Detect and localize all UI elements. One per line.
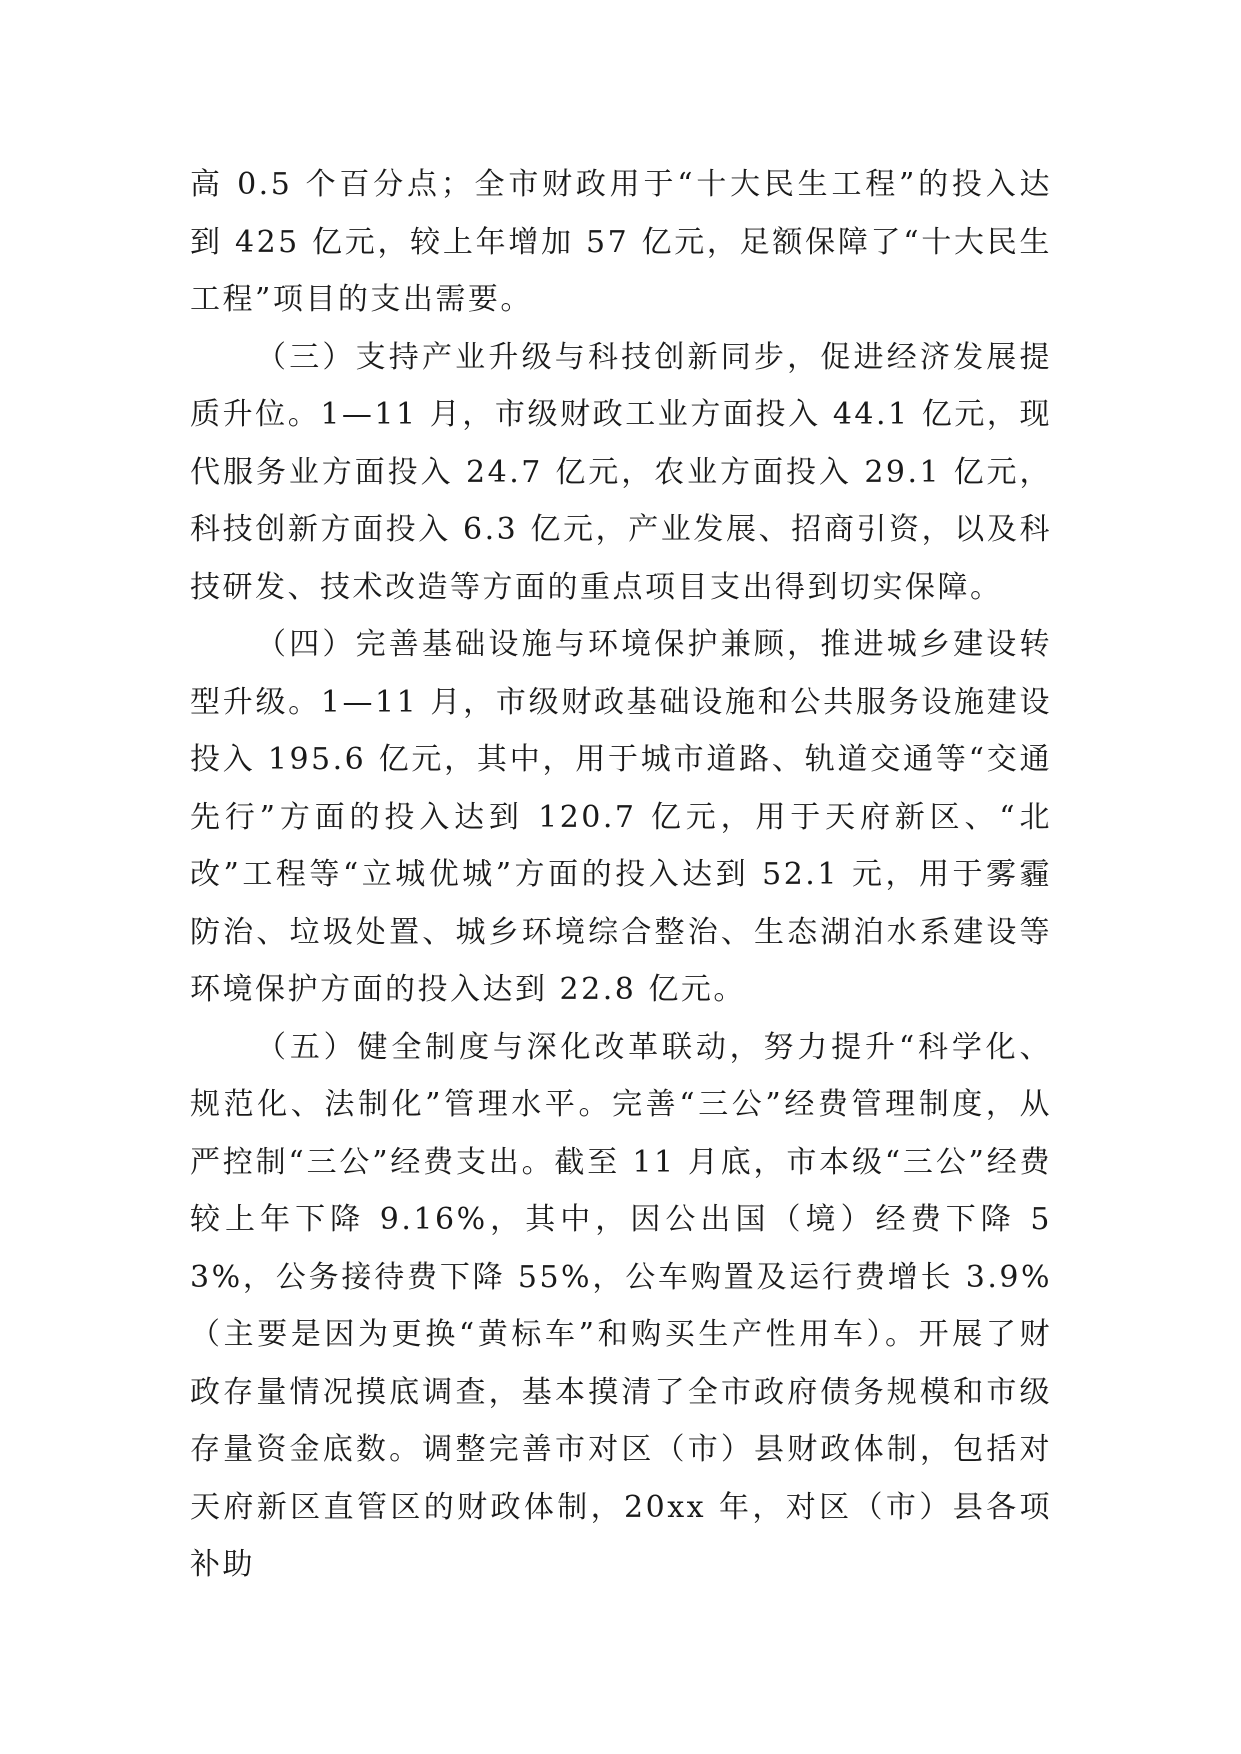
paragraph-section-five: （五）健全制度与深化改革联动，努力提升“科学化、规范化、法制化”管理水平。完善“三公”经费管理制度，从严控制“三公”经费支出。截至 11 月底，市本级“三公”经费较上年下降 9.16%，其中，因公出国（境）经费下降 53%，公务接待费下降 55%，公车购置及运行费增长 3.9%（主要是因为更换“黄标车”和购买生产性用车）。开展了财政存量情况摸底调查，基本摸清了全市政府债务规模和市级存量资金底数。调整完善市对区（市）县财政体制，包括对天府新区直管区的财政体制，20xx 年，对区（市）县各项补助 xyxy=(190,1029,1052,1582)
paragraph-section-three: （三）支持产业升级与科技创新同步，促进经济发展提质升位。1—11 月，市级财政工业方面投入 44.1 亿元，现代服务业方面投入 24.7 亿元，农业方面投入 29.1 亿元，科技创新方面投入 6.3 亿元，产业发展、招商引资，以及科技研发、技术改造等方面的重点项目支出得到切实保障。 xyxy=(190,339,1052,605)
document-page xyxy=(190,156,1052,1594)
paragraph-continuation: 高 0.5 个百分点；全市财政用于“十大民生工程”的投入达到 425 亿元，较上年增加 57 亿元，足额保障了“十大民生工程”项目的支出需要。 xyxy=(190,167,1052,317)
paragraph-section-four: （四）完善基础设施与环境保护兼顾，推进城乡建设转型升级。1—11 月，市级财政基础设施和公共服务设施建设投入 195.6 亿元，其中，用于城市道路、轨道交通等“交通先行”方面的投入达到 120.7 亿元，用于天府新区、“北改”工程等“立城优城”方面的投入达到 52.1 元，用于雾霾防治、垃圾处置、城乡环境综合整治、生态湖泊水系建设等环境保护方面的投入达到 22.8 亿元。 xyxy=(190,627,1052,1007)
